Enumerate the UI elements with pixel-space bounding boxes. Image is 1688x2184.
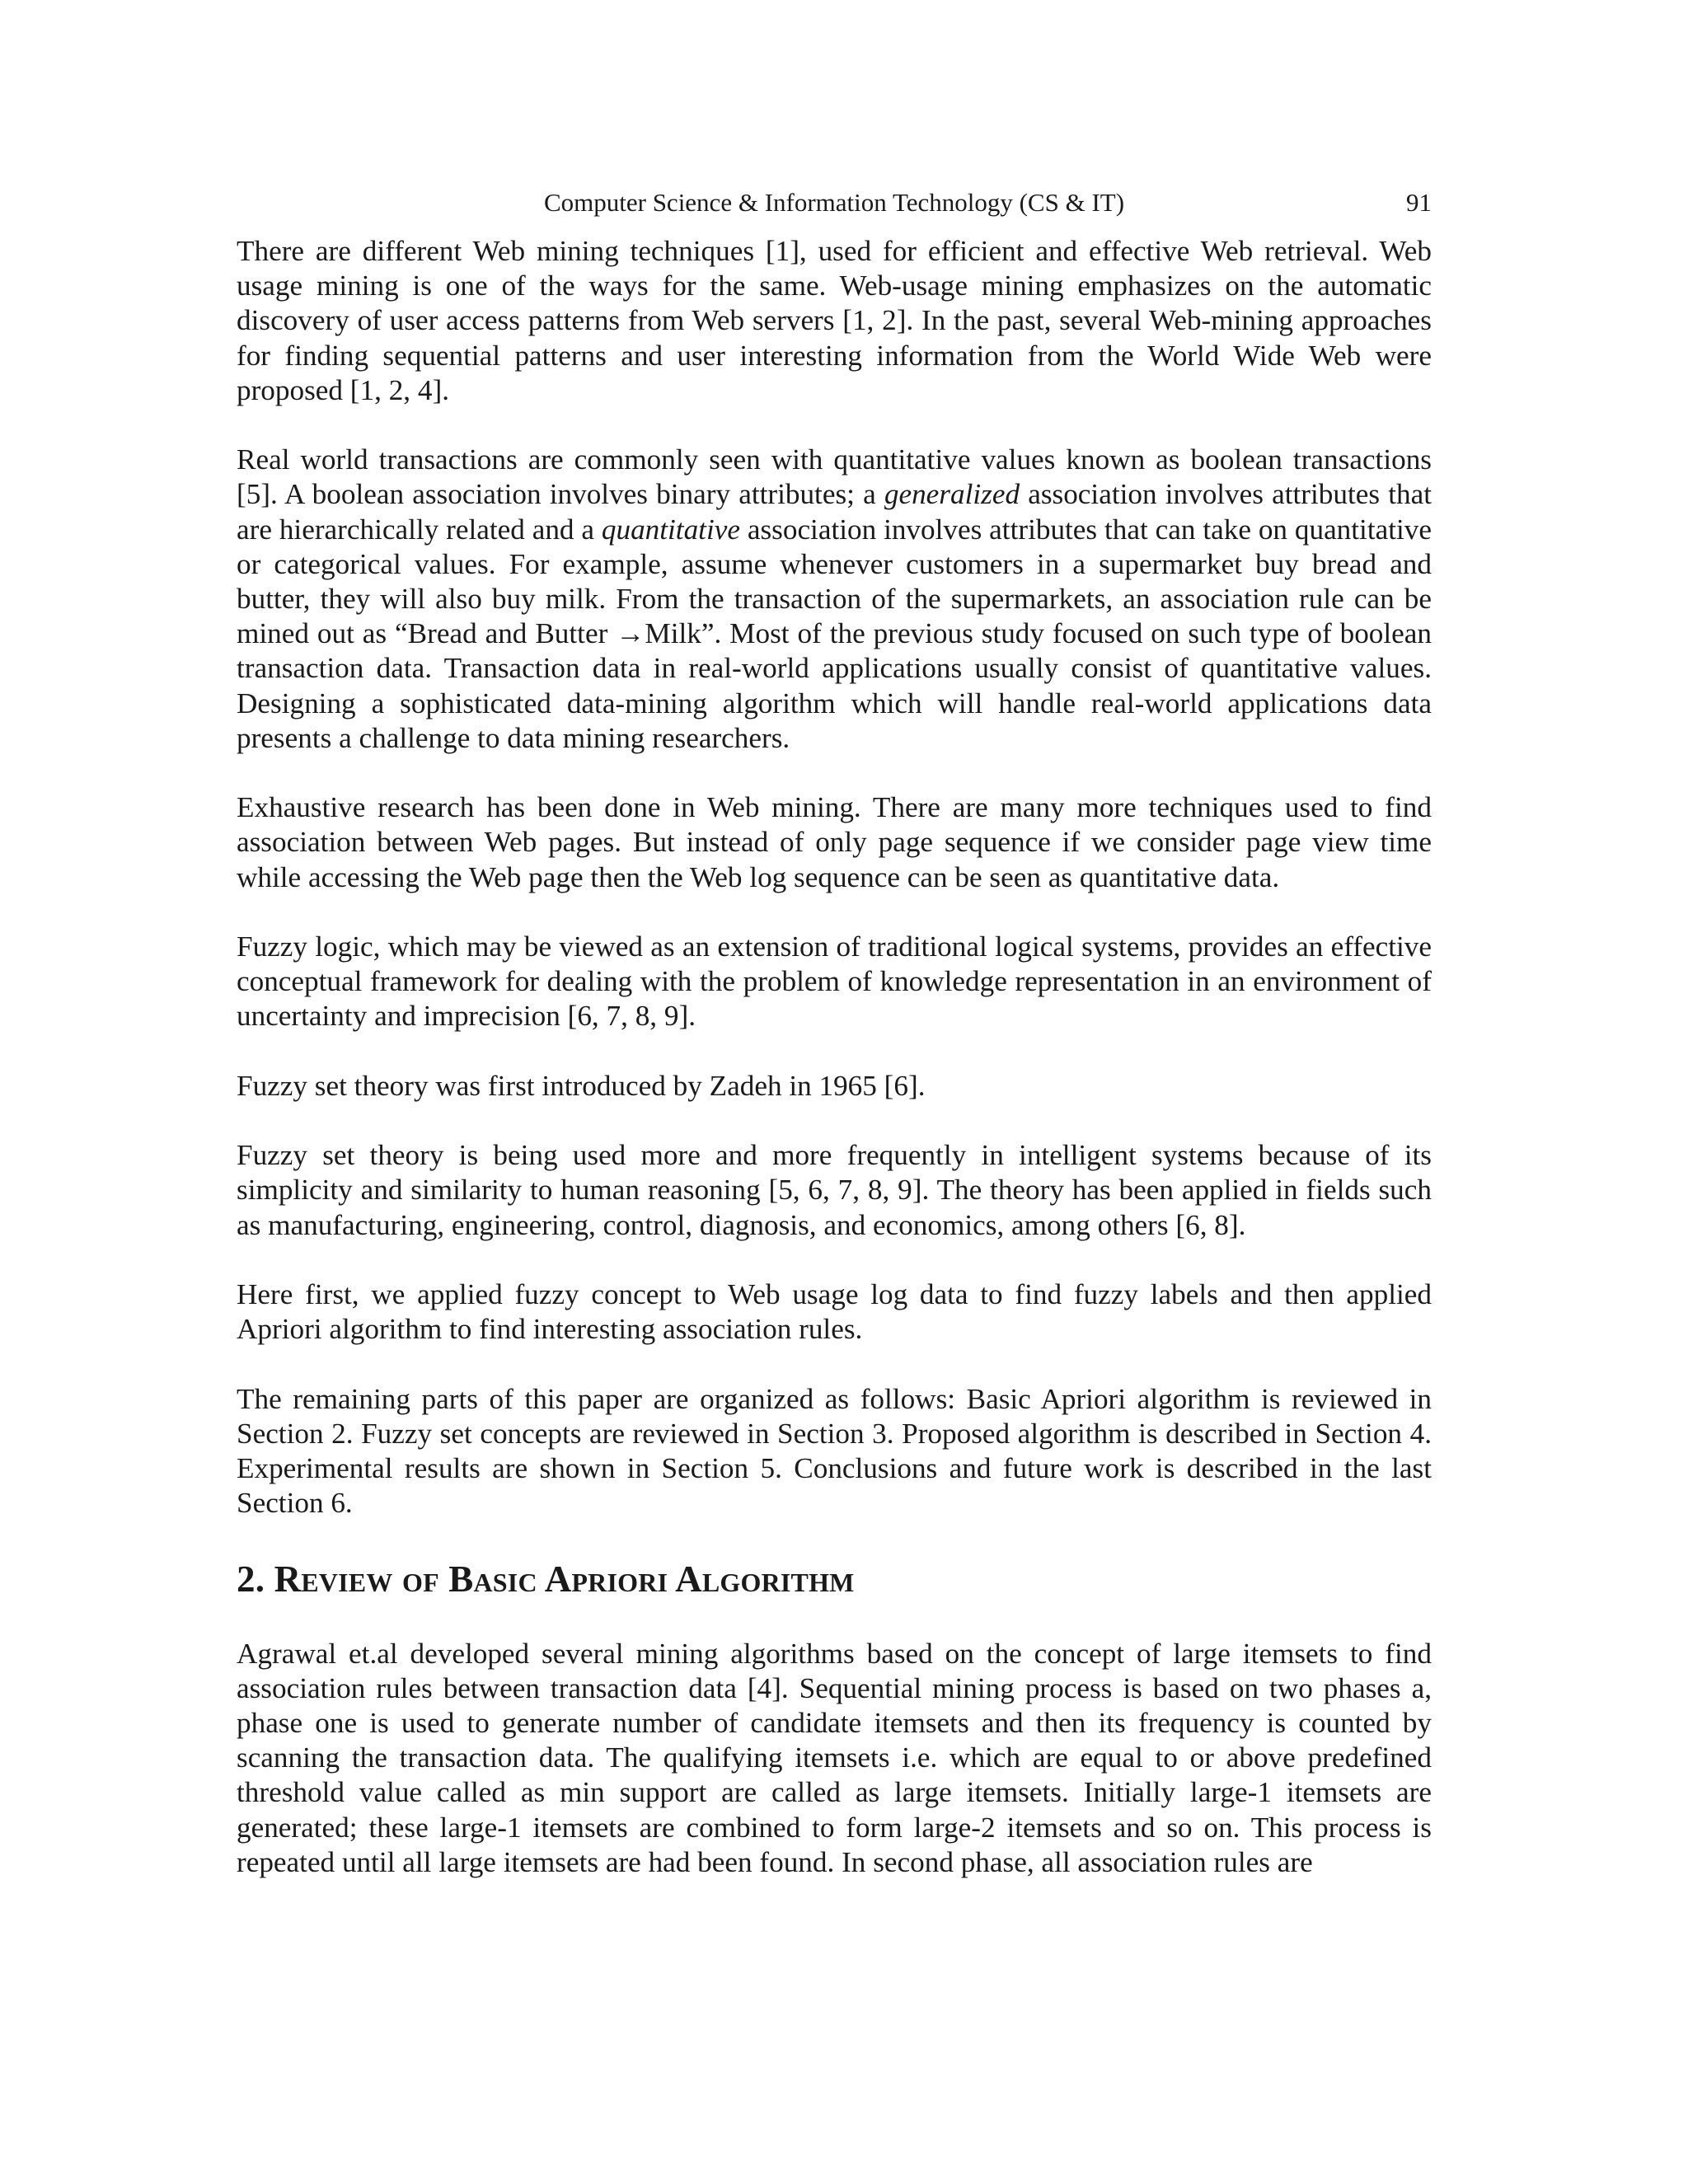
journal-title: Computer Science & Information Technology (CS & IT) bbox=[543, 188, 1125, 217]
paragraph-text: association involves attributes that are hierarchically related and a bbox=[237, 478, 1432, 546]
page-number: 91 bbox=[1406, 188, 1432, 217]
emphasis-quantitative: quantitative bbox=[601, 513, 740, 546]
paragraph-fuzzy-logic: Fuzzy logic, which may be viewed as an extension of traditional logical systems, provides an effective conceptual framework for dealing with the problem of knowledge representation in an environment of uncertainty and imprecision [6, 7, 8, 9]. bbox=[237, 930, 1432, 1033]
paragraph-fuzzy-set-usage: Fuzzy set theory is being used more and more frequently in intelligent systems because of its simplicity and similarity to human reasoning [5, 6, 7, 8, 9]. The theory has been applied in fields such as manufacturing, engineering, control, diagnosis, and economics, among others [6, 8]. bbox=[237, 1139, 1432, 1241]
paragraph-web-mining-techniques: There are different Web mining techniques [1], used for efficient and effective Web retrieval. Web usage mining is one of the ways for the same. Web-usage mining emphasizes on the automatic discovery of user access patterns from Web servers [1, 2]. In the past, several Web-mining approaches for finding sequential patterns and user interesting information from the World Wide Web were proposed [1, 2, 4]. bbox=[237, 235, 1432, 406]
body-text bbox=[237, 234, 1432, 1880]
paragraph-agrawal-apriori: Agrawal et.al developed several mining algorithms based on the concept of large itemsets to find association rules between transaction data [4]. Sequential mining process is based on two phases a, phase one is used to generate number of candidate itemsets and then its frequency is counted by scanning the transaction data. The qualifying itemsets i.e. which are equal to or above predefined threshold value called as min support are called as large itemsets. Initially large-1 itemsets are generated; these large-1 itemsets are combined to form large-2 itemsets and so on. This process is repeated until all large itemsets are had been found. In second phase, all association rules are bbox=[237, 1637, 1432, 1878]
paragraph-exhaustive-research: Exhaustive research has been done in Web mining. There are many more techniques used to find association between Web pages. But instead of only page sequence if we consider page view time while accessing the Web page then the Web log sequence can be seen as quantitative data. bbox=[237, 791, 1432, 893]
paragraph-text: association involves attributes that can take on quantitative or categorical values. For example, assume whenever customers in a supermarket buy bread and butter, they will also buy milk. From the transaction of the supermarkets, an association rule can be mined out as “Bread and Butter →Milk”. Most of the previous study focused on such type of boolean transaction data. Transaction data in real-world applications usually consist of quantitative values. Designing a sophisticated data-mining algorithm which will handle real-world applications data presents a challenge to data mining researchers. bbox=[237, 513, 1432, 754]
paragraph-real-world-transactions bbox=[237, 443, 1432, 756]
section-heading-text: 2. Review of Basic Apriori Algorithm bbox=[237, 1558, 855, 1600]
paragraph-fuzzy-set-zadeh: Fuzzy set theory was first introduced by Zadeh in 1965 [6]. bbox=[237, 1069, 926, 1102]
paragraph-text: Real world transactions are commonly seen with quantitative values known as boolean transactions [5]. A boolean association involves binary attributes; a bbox=[237, 443, 1432, 511]
paragraph-approach-summary: Here first, we applied fuzzy concept to Web usage log data to find fuzzy labels and then applied Apriori algorithm to find interesting association rules. bbox=[237, 1278, 1432, 1346]
emphasis-generalized: generalized bbox=[884, 478, 1020, 511]
running-header bbox=[237, 183, 1432, 223]
section-heading-apriori-review bbox=[237, 1556, 1432, 1602]
paragraph-paper-organization: The remaining parts of this paper are organized as follows: Basic Apriori algorithm is reviewed in Section 2. Fuzzy set concepts are reviewed in Section 3. Proposed algorithm is described in Section 4. Experimental results are shown in Section 5. Conclusions and future work is described in the last Section 6. bbox=[237, 1382, 1432, 1520]
